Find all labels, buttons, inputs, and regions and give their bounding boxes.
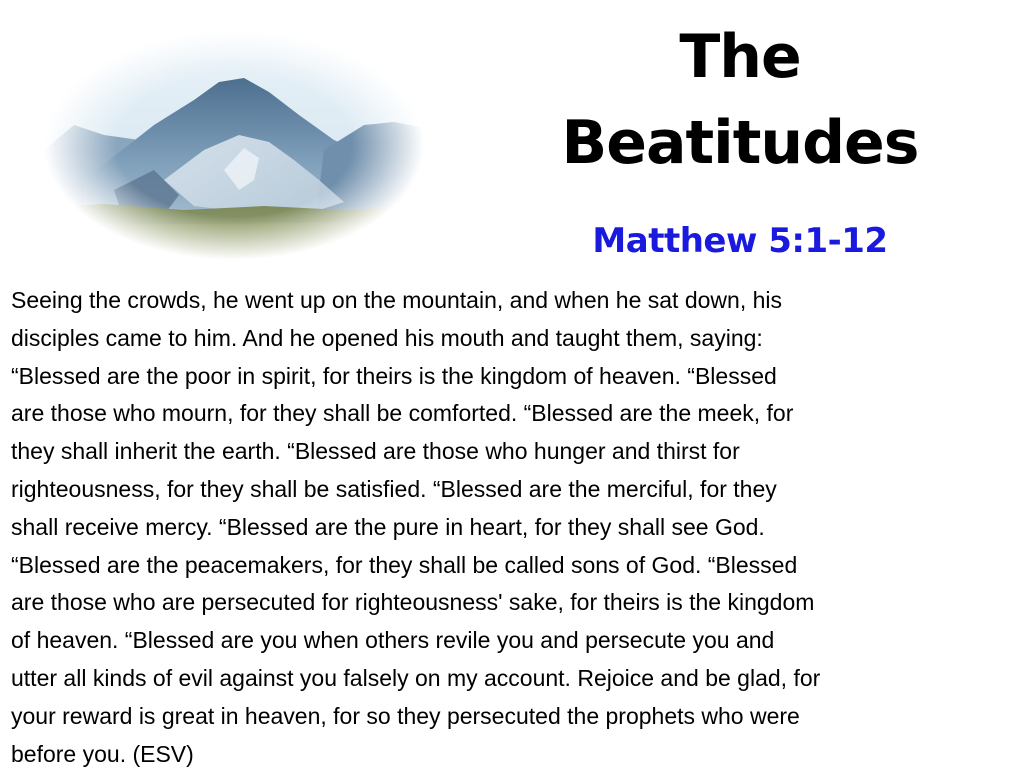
passage-text: Seeing the crowds, he went up on the mountain, and when he sat down, his disciples came to him. And he opened his mouth and taught them, saying: “Blessed are the poor in spirit, for theirs is the kingdom of heaven. “Blessed are those who mourn, for they shall be comforted. “Blessed are the meek, for they shall inherit the earth. “Blessed are those who hunger and thirst for righteousness, for they shall be satisfied. “Blessed are the merciful, for they shall receive mercy. “Blessed are the pure in heart, for they shall see God. “Blessed are the peacemakers, for they shall be called sons of God. “Blessed are those who are persecuted for righteousness' sake, for theirs is the kingdom of heaven. “Blessed are you when others revile you and persecute you and utter all kinds of evil against you falsely on my account. Rejoice and be glad, for your reward is great in heaven, for so they persecuted the prophets who were before you. (ESV) [11,287,821,767]
title-line-1: The [679,22,801,92]
title-line-2: Beatitudes [561,108,919,178]
scripture-reference: Matthew 5:1-12 [592,221,888,261]
mountain-landscape-icon [44,30,424,260]
mountain-photo [44,30,424,260]
slide-title [520,14,960,186]
